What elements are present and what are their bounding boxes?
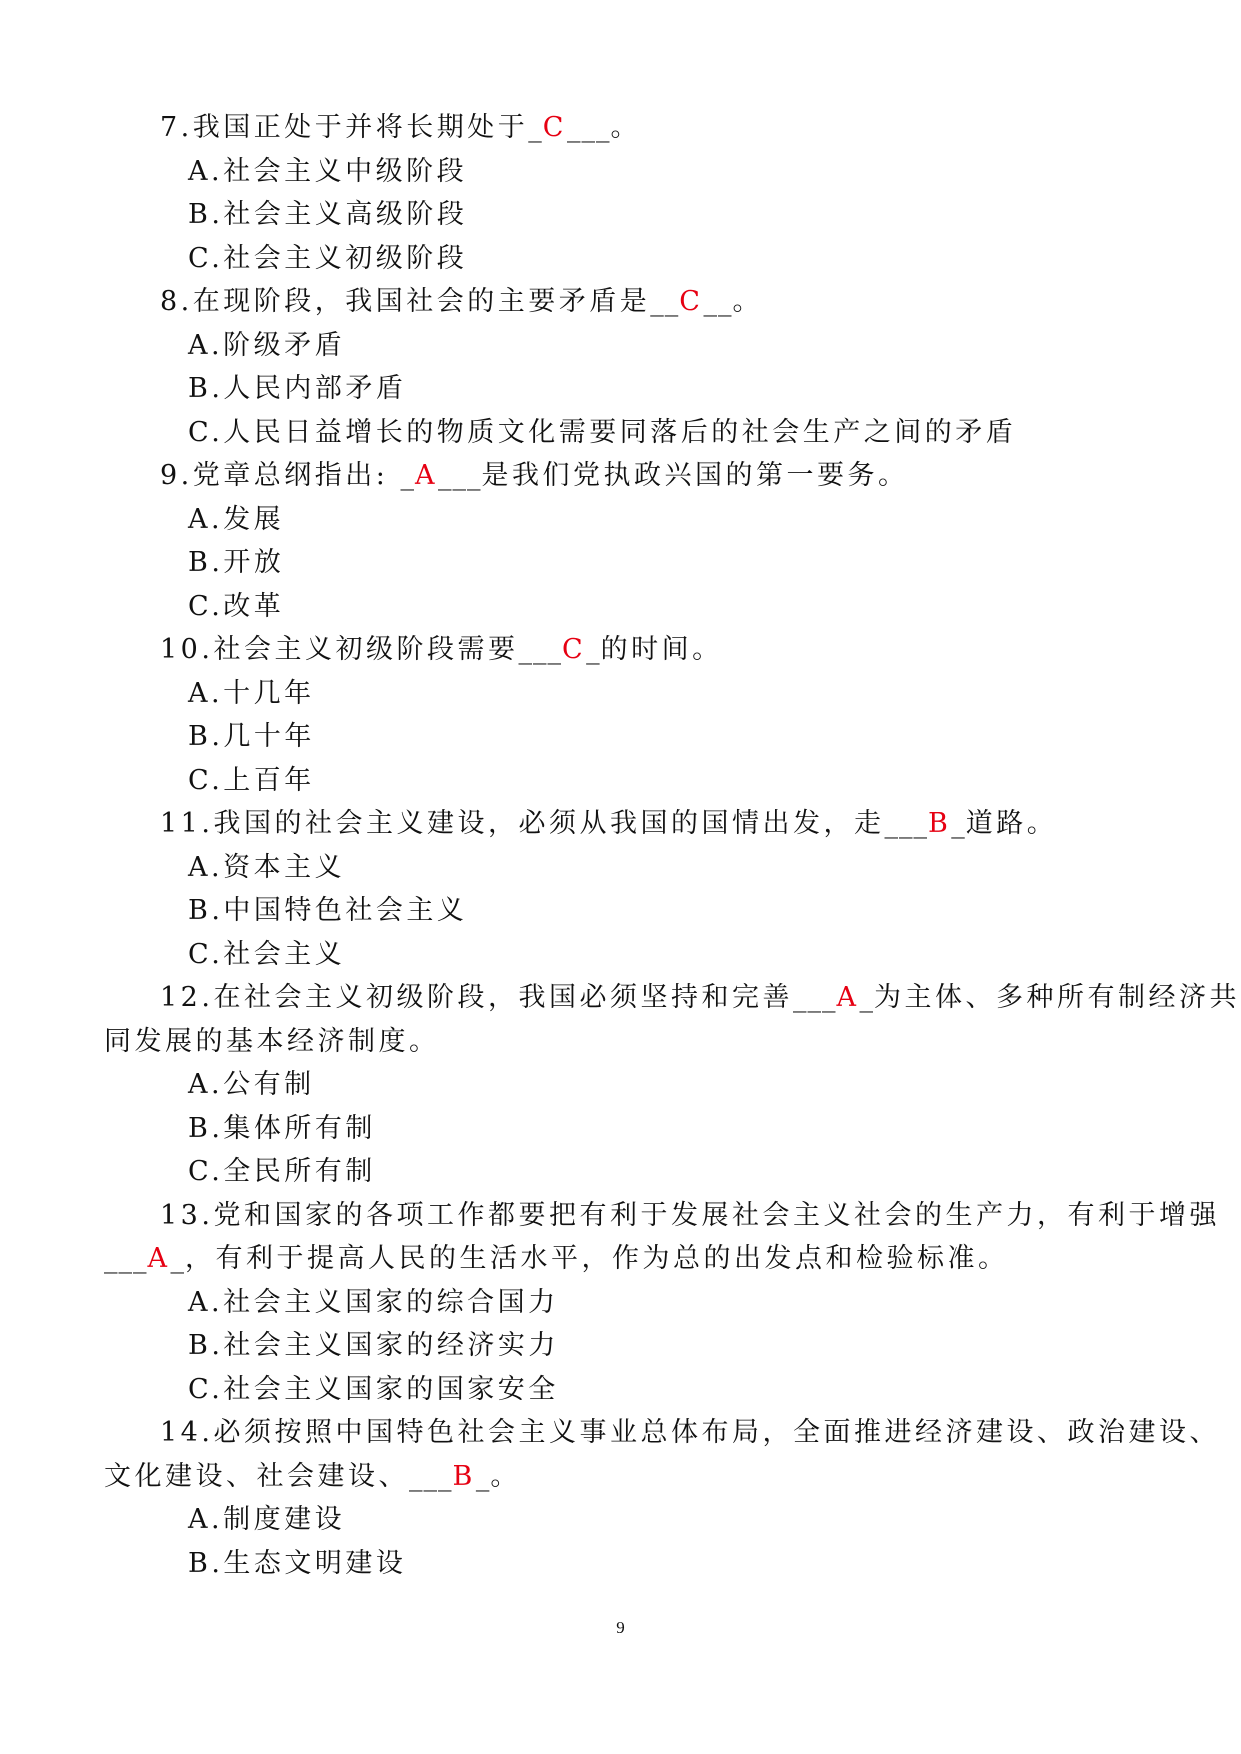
question-block [104,454,1164,628]
answer-blank: _ [859,982,874,1013]
question-text: 为主体、多种所有制经济共 [873,982,1240,1013]
question-block [104,628,1164,802]
answer-option: C.社会主义国家的国家安全 [188,1373,559,1405]
answer-letter: C [542,112,567,143]
question-text: 14.必须按照中国特色社会主义事业总体布局，全面推进经济建设、政治建设、 [160,1417,1220,1448]
answer-option: A.十几年 [188,677,315,709]
answer-blank: ___ [437,460,482,491]
answer-blank: _ [400,460,415,491]
answer-option: C.社会主义初级阶段 [188,242,468,274]
question-stem [104,106,1164,150]
question-stem [104,802,1164,846]
answer-blank: _ [951,808,966,839]
question-text: 11.我国的社会主义建设，必须从我国的国情出发，走 [160,808,885,839]
answer-blank: _ [475,1460,491,1492]
answer-option: B.社会主义高级阶段 [188,199,468,230]
answer-letter: B [927,808,952,839]
answer-option: C.社会主义 [188,938,346,970]
answer-blank: __ [703,286,733,317]
question-text: 13.党和国家的各项工作都要把有利于发展社会主义社会的生产力，有利于增强 [160,1199,1220,1231]
question-block [104,280,1164,454]
question-block [104,1411,1220,1585]
question-text: 9.党章总纲指出: [160,460,401,491]
question-text: 道路。 [965,808,1058,839]
answer-blank: ___ [792,982,837,1013]
answer-blank: __ [650,286,680,317]
question-text: 同发展的基本经济制度。 [104,1025,440,1057]
answer-option: C.上百年 [188,764,315,796]
answer-option: C.人民日益增长的物质文化需要同落后的社会生产之间的矛盾 [188,416,1017,448]
answer-option: B.开放 [188,547,285,578]
question-text: 。 [490,1460,521,1492]
question-text: 是我们党执政兴国的第一要务。 [481,460,909,491]
answer-blank: ___ [409,1460,453,1492]
answer-blank: ___ [884,808,928,839]
question-block [104,106,1164,280]
question-stem [104,628,1164,672]
question-text: 文化建设、社会建设、 [104,1460,409,1492]
question-stem [104,280,1164,324]
question-text: 。 [732,286,763,317]
question-block [104,976,1240,1194]
question-stem [104,976,1240,1020]
answer-option: B.中国特色社会主义 [188,895,468,926]
question-text: ，有利于提高人民的生活水平，作为总的出发点和检验标准。 [185,1243,1009,1274]
answer-letter: A [414,460,438,491]
question-block [104,802,1164,976]
answer-option: B.社会主义国家的经济实力 [188,1330,559,1361]
answer-blank: _ [528,112,543,143]
answer-option: B.人民内部矛盾 [188,373,407,404]
answer-option: A.社会主义中级阶段 [188,155,468,187]
answer-option: A.制度建设 [188,1504,346,1535]
answer-blank: _ [170,1243,185,1274]
answer-letter: A [836,982,860,1013]
answer-blank: _ [586,634,601,665]
question-stem-continued [104,1455,1164,1499]
question-text: 8.在现阶段，我国社会的主要矛盾是 [160,286,651,317]
answer-letter: C [561,634,587,665]
answer-option: A.公有制 [188,1069,315,1100]
answer-letter: B [452,1460,476,1492]
question-list [104,106,1240,1585]
page-number: 9 [616,1618,625,1637]
question-text: 的时间。 [600,634,723,665]
question-stem-continued [104,1237,1164,1281]
question-stem [104,454,1164,498]
question-text: 。 [610,112,641,143]
answer-option: C.改革 [188,590,285,622]
answer-option: B.生态文明建设 [188,1547,407,1579]
answer-blank: ___ [104,1243,148,1274]
answer-option: B.集体所有制 [188,1112,376,1144]
answer-blank: ___ [518,634,562,665]
answer-option: C.全民所有制 [188,1156,376,1187]
answer-letter: C [679,286,704,317]
question-text: 7.我国正处于并将长期处于 [160,112,529,143]
question-stem-continued [104,1020,1164,1064]
answer-option: B.几十年 [188,721,315,752]
question-stem [104,1194,1220,1238]
answer-letter: A [147,1243,171,1274]
question-text: 10.社会主义初级阶段需要 [160,634,519,665]
answer-option: A.资本主义 [188,851,346,883]
question-block [104,1194,1220,1412]
answer-option: A.发展 [188,503,285,535]
question-text: 12.在社会主义初级阶段，我国必须坚持和完善 [160,982,793,1013]
answer-option: A.社会主义国家的综合国力 [188,1286,559,1318]
answer-option: A.阶级矛盾 [188,329,346,361]
answer-blank: ___ [566,112,611,143]
question-stem [104,1411,1220,1455]
